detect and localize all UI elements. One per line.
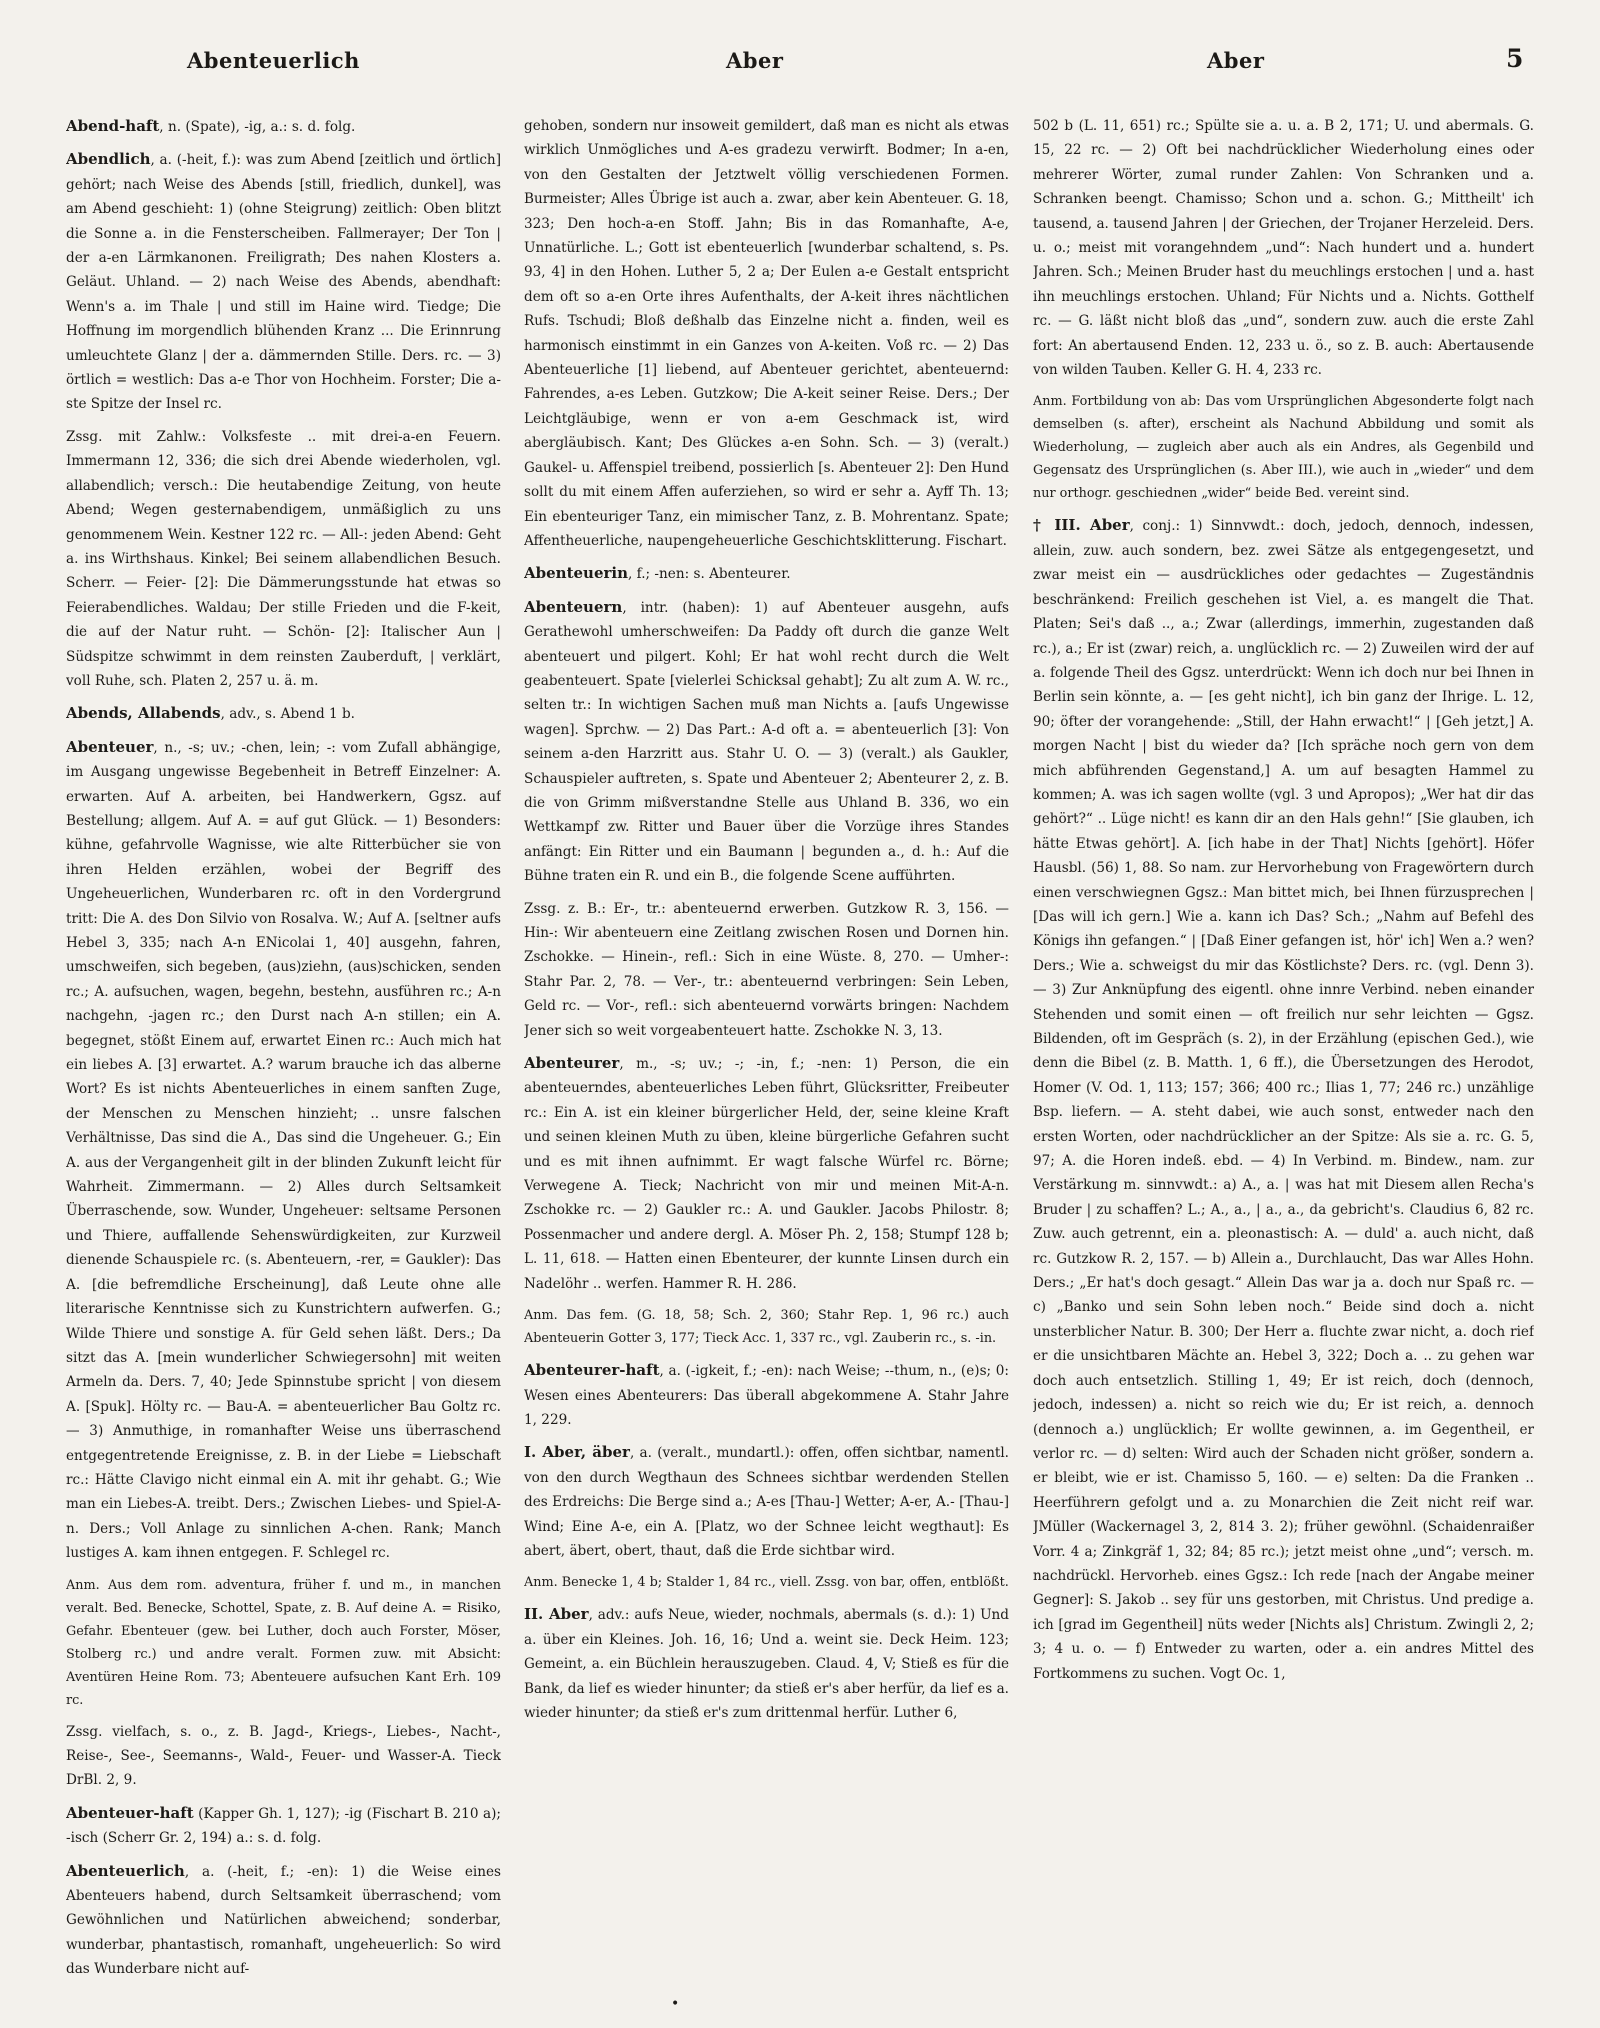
entry-text: , a. (-igkeit, f.; -en): nach Weise; --thum, n., (e)s; 0: Wesen eines Abenteurers: Das überall abgekommene A. Stahr Jahre 1, 229. (524, 1363, 1009, 1428)
entry-text: (Kapper Gh. 1, 127); -ig (Fischart B. 210 a); -isch (Scherr Gr. 2, 194) a.: s. d. folg. (66, 1805, 501, 1847)
entry-text: , intr. (haben): 1) auf Abenteuer ausgehn, aufs Gerathewohl umherschweifen: Da Paddy oft durch die ganze Welt abenteuert und pilgert. Kohl; Er hat wohl recht durch die Welt geabenteuert. Spate [vielerlei Schicksal gehabt]; Zu alt zum A. W. rc., selten tr.: In wichtigen Sachen muß man Nichts a. [aufs Ungewisse wagen]. Sprchw. — 2) Das Part.: A-d oft a. = abenteuerlich [3]: Von seinem a-den Harzritt aus. Stahr U. O. — 3) (veralt.) als Gaukler, Schauspieler auftreten, s. Spate und Abenteuer 2; Abenteurer 2, z. B. die von Grimm mißverstandne Stelle aus Uhland B. 336, wo ein Wettkampf zw. Ritter und Bauer über die Vorzüge ihres Standes anfängt: Ein Ritter und ein Baumann | begunden a., d. h.: Auf die Bühne traten ein R. und ein B., die folgende Scene aufführten. (524, 599, 1009, 885)
dictionary-entry (66, 147, 501, 416)
dictionary-entry (524, 1358, 1009, 1432)
entry-headword: I. Aber, äber (524, 1443, 630, 1462)
entry-text: Anm. Fortbildung von ab: Das vom Ursprünglichen Abgesonderte folgt nach demselben (s. after), erscheint als Nachund Abbildung und somit als Wiederholung, — zugleich aber auch als ein Andres, als Gegenbild und Gegensatz des Ursprünglichen (s. Aber III.), wie auch in „wieder“ und dem nur orthogr. geschiednen „wider“ beide Bed. vereint sind. (1033, 394, 1534, 502)
column-1 (66, 114, 501, 1999)
entry-headword: Abenteuern (524, 597, 623, 616)
entry-text: gehoben, sondern nur insoweit gemildert, daß man es nicht als etwas wirklich Unmögliches und A-es gradezu verwirft. Bodmer; In a-en, von den Gestalten der Jetztwelt völlig verschiedenen Formen. Burmeister; Alles Übrige ist auch a. zwar, aber kein Abenteuer. G. 18, 323; Den hoch-a-en Stoff. Jahn; Bis in das Romanhafte, A-e, Unnatürliche. L.; Gott ist ebenteuerlich [wunderbar schaltend, s. Ps. 93, 4] in den Hohen. Luther 5, 2 a; Der Eulen a-e Gestalt entspricht dem oft so a-en Orte ihres Aufenthalts, der A-keit ihres nächtlichen Rufs. Tschudi; Bloß deßhalb das Einzelne nicht a. finden, weil es harmonisch einstimmt in ein Ganzes von A-keiten. Voß rc. — 2) Das Abenteuerliche [1] liebend, auf Abenteuer gerichtet, abenteuernd: Fahrendes, a-es Leben. Gutzkow; Die A-keit seiner Reise. Ders.; Der Leichtgläubige, wenn er von a-em Geschmack ist, wird abergläubisch. Kant; Des Glückes a-en Sohn. Sch. — 3) (veralt.) Gaukel- u. Affenspiel treibend, possierlich [s. Abenteuer 2]: Den Hund sollt du mit einem Affen auferziehen, so wird er sehr a. Ayff Th. 13; Ein ebenteuriger Tanz, ein mimischer Tanz, z. B. Mohrentanz. Spate; Affentheuerliche, naupengeheuerliche Geschichtsklitterung. Fischart. (524, 118, 1009, 549)
entry-text: Anm. Das fem. (G. 18, 58; Sch. 2, 360; Stahr Rep. 1, 96 rc.) auch Abenteuerin Gotter 3, 177; Tieck Acc. 1, 337 rc., vgl. Zauberin rc., s. -in. (524, 1308, 1009, 1347)
entry-headword: Abenteuerlich (66, 1861, 185, 1880)
column-2 (524, 114, 1009, 1999)
dictionary-entry (524, 1051, 1009, 1296)
entry-text: Zssg. z. B.: Er-, tr.: abenteuernd erwerben. Gutzkow R. 3, 156. — Hin-: Wir abenteuern eine Zeitlang zwischen Rosen und Dornen hin. Zschokke. — Hinein-, refl.: Sich in eine Wüste. 8, 270. — Umher-: Stahr Par. 2, 78. — Ver-, tr.: abenteuernd verbringen: Sein Leben, Geld rc. — Vor-, refl.: sich abenteuernd vorwärts bringen: Nachdem Jener sich so weit vorgeabenteuert hatte. Zschokke N. 3, 13. (524, 900, 1009, 1039)
dictionary-entry (1033, 114, 1534, 382)
entry-text: , adv., s. Abend 1 b. (220, 706, 356, 723)
dictionary-entry (66, 425, 501, 693)
dictionary-entry (524, 897, 1009, 1043)
dictionary-entry (66, 114, 501, 139)
entry-headword: Abends, Allabends (66, 704, 221, 723)
entry-headword: Abenteurer-haft (524, 1361, 660, 1380)
entry-text: , adv.: aufs Neue, wieder, nochmals, abermals (s. d.): 1) Und a. über ein Kleines. Joh. 16, 16; Und a. weint sie. Deck Heim. 123; Gemeint, a. ein Büchlein herauszugeben. Claud. 4, V; Stieß es für die Bank, da lief es wieder hinunter; da stieß er's aber herfür, da lief es a. wieder hinunter; da stieß er's zum drittenmal herfür. Luther 6, (524, 1607, 1009, 1721)
dictionary-entry (524, 1304, 1009, 1350)
header-left: Abenteuerlich (187, 48, 360, 73)
entry-headword: Abend-haft (66, 117, 160, 135)
entry-headword: Abendlich (66, 150, 151, 169)
dictionary-entry (1033, 390, 1534, 505)
entry-text: , a. (veralt., mundartl.): offen, offen sichtbar, namentl. von den durch Wegthaun des Schnees sichtbar werdenden Stellen des Erdreichs: Die Berge sind a.; A-es [Thau-] Wetter; A-er, A.- [Thau-] Wind; Eine A-e, ein A. [Platz, wo der Schnee leicht wegthaut]: Es abert, äbert, obert, thaut, daß die Erde sichtbar wird. (524, 1445, 1009, 1559)
entry-text: , n. (Spate), -ig, a.: s. d. folg. (159, 119, 356, 135)
entry-headword: II. Aber (524, 1605, 589, 1624)
dictionary-entry (66, 735, 501, 1566)
dictionary-entry (66, 1859, 501, 1982)
entry-text: Zssg. vielfach, s. o., z. B. Jagd-, Kriegs-, Liebes-, Nacht-, Reise-, See-, Seemanns-, Wald-, Feuer- und Wasser-A. Tieck DrBl. 2, 9. (66, 1723, 501, 1789)
dictionary-entry (66, 701, 501, 726)
entry-text: , conj.: 1) Sinnvwdt.: doch, jedoch, dennoch, indessen, allein, zuw. auch sondern, bez. zwei Sätze als entgegengesetzt, und zwar meist ein — ausdrückliches oder gedachtes — Zugeständnis beschränkend: Freilich geschehen ist Viel, a. es mangelt die That. Platen; Sei's daß .., a.; Zwar (allerdings, immerhin, zugestanden daß rc.), a.; Er ist (zwar) reich, a. unglücklich rc. — 2) Zuweilen wird der auf a. folgende Theil des Ggsz. unterdrückt: Wenn ich doch nur bei Ihnen in Berlin sein könnte, a. — [es geht nicht], ich bin ganz der Ihrige. L. 12, 90; öfter der vorangehende: „Still, der Hahn erwacht!“ | [Geh jetzt,] A. morgen Nacht | bist du wieder da? [Ich spräche noch gern von dem mich abführenden Gegenstand,] A. um auf besagten Hammel zu kommen; A. was ich sagen wollte (vgl. 3 und Apropos); „Wer hat dir das gehört?“ .. Lüge nicht! es kann dir an den Hals gehn!“ [Sie glauben, ich hätte Etwas gehört]. A. [ich habe in der That] Nichts [gehört]. Höfer Hausbl. (56) 1, 88. So nam. zur Hervorhebung von Fragewörtern durch einen verschwiegnen Ggsz.: Man bittet mich, bei Ihnen fürzusprechen | [Das will ich gern.] Wie a. kann ich Das? Sch.; „Nahm auf Befehl des Königs ihn gefangen.“ | [Daß Einer gefangen ist, hör' ich] Wen a.? wen? Ders.; Wie a. schweigst du mir das Köstlichste? Ders. rc. (vgl. Denn 3). — 3) Zur Anknüpfung des eigentl. ohne innre Verbind. neben einander Stehenden und somit einen — oft freilich nur sehr leichten — Ggsz. Bildenden, oft im Gespräch (s. 2), in der Erzählung (epischen Ged.), wie denn die Bibel (z. B. Matth. 1, 6 ff.), die Übersetzungen des Herodot, Homer (V. Od. 1, 113; 157; 366; 400 rc.; Ilias 1, 77; 246 rc.) unzählige Bsp. liefern. — A. steht dabei, wie auch sonst, entweder nach den ersten Worten, oder nachdrücklicher an der Spitze: Als sie a. rc. G. 5, 97; A. die Horen indeß. ebd. — 4) In Verbind. m. Bindew., nam. zur Verstärkung m. sinnvwdt.: a) A., a. | was hat mit Diesem allen Recha's Bruder | zu schaffen? L.; A., a., | a., a., da gebricht's. Claudius 6, 82 rc. Zuw. auch getrennt, ein a. pleonastisch: A. — duld' a. auch nicht, daß rc. Gutzkow R. 2, 157. — b) Allein a., Durchlaucht, Das war Alles Hohn. Ders.; „Er hat's doch gesagt.“ Allein Das war ja a. doch nur Spaß rc. — c) „Banko und sein Sohn leben noch.“ Beide sind doch a. nicht unsterblicher Natur. B. 300; Der Herr a. fluchte zwar nicht, a. doch rief er die unsichtbaren Mächte an. Hebel 3, 322; Doch a. .. zu gehen war doch auch entsetzlich. Stilling 1, 49; Er ist reich, doch (dennoch, jedoch, indessen) a. nicht so reich wie du; Er ist reich, a. dennoch (dennoch a.) unglücklich; Er wollte gewinnen, a. im Gegentheil, er verlor rc. — d) selten: Wird auch der Schaden nicht größer, sondern a. er bleibt, wie er ist. Chamisso 5, 160. — e) selten: Da die Franken .. Heerführern gefolgt und a. zu Monarchien die Zeit nicht reif war. JMüller (Wackernagel 3, 2, 814 3. 2); früher gewöhnl. (Schaidenraißer Vorr. 4 a; Zinkgräf 1, 32; 84; 85 rc.); jetzt meist ohne „und“; versch. m. nachdrückl. Hervorheb. eines Ggsz.: Ich rede [nach der Angabe meiner Gegner]: S. Jakob .. sey für uns gestorben, mit Christus. Und predige a. ich [grad im Gegentheil] nüts weder [Nichts als] Christum. Zwingli 2, 2; 3; 4 u. o. — f) Entweder zu warten, oder a. ein andres Mittel des Fortkommens zu suchen. Vogt Oc. 1, (1033, 518, 1534, 1682)
entry-headword: Abenteuer (66, 737, 154, 756)
page-number: 5 (1506, 44, 1524, 73)
entry-text: , a. (-heit, f.): was zum Abend [zeitlich und örtlich] gehört; nach Weise des Abends [still, friedlich, dunkel], was am Abend geschieht: 1) (ohne Steigrung) zeitlich: Oben blitzt die Sonne a. in die Fensterscheiben. Fallmerayer; Der Ton | der a-en Lärmkanonen. Freiligrath; Des nahen Klosters a. Geläut. Uhland. — 2) nach Weise des Abends, abendhaft: Wenn's a. im Thale | und still im Haine wird. Tiedge; Die Hoffnung im morgendlich blühenden Kranz ... Die Erinnrung umleuchtete Glanz | der a. dämmernden Stille. Ders. rc. — 3) örtlich = westlich: Das a-e Thor von Hochheim. Forster; Die a-ste Spitze der Insel rc. (66, 152, 501, 413)
entry-headword: Abenteuer-haft (66, 1803, 194, 1822)
entry-text: , a. (-heit, f.; -en): 1) die Weise eines Abenteuers habend, durch Seltsamkeit überraschend; vom Gewöhnlichen und Natürlichen abweichend; sonderbar, wunderbar, phantastisch, romanhaft, ungeheuerlich: So wird das Wunderbare nicht auf- (66, 1863, 501, 1978)
entry-text: Anm. Aus dem rom. adventura, früher f. und m., in manchen veralt. Bed. Benecke, Schottel, Spate, z. B. Auf deine A. = Risiko, Gefahr. Ebenteuer (gew. bei Luther, doch auch Forster, Möser, Stolberg rc.) und andre veralt. Formen zuw. mit Absicht: Aventüren Heine Rom. 73; Abenteuere aufsuchen Kant Erh. 109 rc. (66, 1577, 501, 1708)
page-dot: • (671, 1996, 680, 2012)
entry-headword: Abenteuerin (524, 564, 629, 583)
dictionary-entry (524, 595, 1009, 889)
dictionary-entry (524, 1602, 1009, 1725)
dictionary-entry (524, 1571, 1009, 1594)
column-3 (1033, 114, 1534, 1999)
header-center: Aber (726, 48, 784, 73)
entry-text: Zssg. mit Zahlw.: Volksfeste .. mit drei-a-en Feuern. Immermann 12, 336; die sich drei Abende wiederholen, vgl. allabendlich; versch.: Die heutabendige Zeitung, von heute Abend; Wegen gesternabendigem, unmäßiglich zu uns genommenem Wein. Kestner 122 rc. — All-: jeden Abend: Geht a. ins Wirthshaus. Kinkel; Bei seinem allabendlichen Besuch. Scherr. — Feier- [2]: Die Dämmerungsstunde hat etwas so Feierabendliches. Waldau; Der stille Frieden und die F-keit, die auf der Natur ruht. — Schön- [2]: Italischer Aun | Südspitze schwimmt in dem reinsten Zauberduft, | verklärt, voll Ruhe, sch. Platen 2, 257 u. ä. m. (66, 428, 501, 689)
entry-text: , m., -s; uv.; -; -in, f.; -nen: 1) Person, die ein abenteuerndes, abenteuerliches Leben führt, Glücksritter, Freibeuter rc.: Ein A. ist ein kleiner bürgerlicher Held, der, seine kleine Kraft und seinen kleinen Muth zu üben, kleine bürgerliche Gefahren sucht und es mit ihnen aufnimmt. Er wagt falsche Würfel rc. Börne; Verwegene A. Tieck; Nachricht von mir und meinen Mit-A-n. Zschokke rc. — 2) Gaukler rc.: A. und Gaukler. Jacobs Philostr. 8; Possenmacher und andere dergl. A. Möser Ph. 2, 158; Stumpf 128 b; L. 11, 618. — Hatten einen Ebenteurer, der kunnte Linsen durch ein Nadelöhr .. werfen. Hammer R. H. 286. (524, 1056, 1009, 1292)
entry-text: Anm. Benecke 1, 4 b; Stalder 1, 84 rc., viell. Zssg. von bar, offen, entblößt. (524, 1575, 1009, 1591)
entry-headword: Abenteurer (524, 1054, 620, 1073)
entry-text: , f.; -nen: s. Abenteurer. (628, 566, 791, 583)
dictionary-entry (524, 114, 1009, 553)
header-right: Aber (1207, 48, 1265, 73)
dictionary-entry (66, 1720, 501, 1793)
entry-text: 502 b (L. 11, 651) rc.; Spülte sie a. u. a. B 2, 171; U. und abermals. G. 15, 22 rc. — 2) Oft bei nachdrücklicher Wiederholung eines oder mehrerer Wörter, zumal runder Zahlen: Von Schranken und a. Schranken beengt. Chamisso; Schon und a. schon. G.; Mittheilt' ich tausend, a. tausend Jahren | der Griechen, der Trojaner Herzeleid. Ders. u. o.; meist mit vorangehndem „und“: Nach hundert und a. hundert Jahren. Sch.; Meinen Bruder hast du meuchlings erstochen | und a. hast ihn meuchlings erstochen. Uhland; Für Nichts und a. Nichts. Gotthelf rc. — G. läßt nicht bloß das „und“, sondern zuw. auch die erste Zahl fort: An abertausend Enden. 12, 233 u. ö., so z. B. auch: Abertausende von wilden Tauben. Keller G. H. 4, 233 rc. (1033, 118, 1534, 379)
dictionary-entry (1033, 513, 1534, 1686)
dictionary-entry (66, 1801, 501, 1851)
entry-headword: † III. Aber (1033, 516, 1130, 535)
entry-text: , n., -s; uv.; -chen, lein; -: vom Zufall abhängige, im Ausgang ungewisse Begebenheit in Betreff Einzelner: A. erwarten. Auf A. arbeiten, bei Handwerkern, Ggsz. auf Bestellung; allgem. Auf A. = auf gut Glück. — 1) Besonders: kühne, gefahrvolle Wagnisse, wie alte Ritterbücher sie von ihren Helden erzählen, wobei der Begriff des Ungeheuerlichen, Wunderbaren rc. oft in den Vordergrund tritt: Die A. des Don Silvio von Rosalva. W.; Auf A. [seltner aufs Hebel 3, 335; nach A-n ENicolai 1, 40] ausgehn, fahren, umschweifen, sich begeben, (aus)ziehn, (aus)schicken, senden rc.; A. aufsuchen, wagen, begehn, bestehn, ausführen rc.; A-n nachgehn, -jagen rc.; den Durst nach A-n stillen; ein A. begegnet, stößt Einem auf, erwartet Einen rc.: Auch mich hat ein liebes A. [3] erwartet. A.? warum brauche ich das alberne Wort? Es ist nichts Abenteuerliches in einem sanften Zuge, der Menschen zu Menschen hinzieht; .. unsre falschen Verhältnisse, Das sind die A., Das sind die Ungeheuer. G.; Ein A. aus der Vergangenheit gilt in der blinden Zukunft leicht für Wahrheit. Zimmermann. — 2) Alles durch Seltsamkeit Überraschende, sow. Wunder, Ungeheuer: seltsame Personen und Thiere, auffallende Sehenswürdigkeiten, zur Kurzweil dienende Schauspiele rc. (s. Abenteuern, -rer, = Gaukler): Das A. [die befremdliche Erscheinung], daß Leute ohne alle literarische Kenntnisse sich zu Kunstrichtern aufwerfen. G.; Wilde Thiere und sonstige A. für Geld sehen läßt. Ders.; Da sitzt das A. [mein wunderlicher Schwiegersohn] mit weiten Armeln da. Ders. 7, 40; Jede Spinnstube spricht | von diesem A. [Spuk]. Hölty rc. — Bau-A. = abenteuerlicher Bau Goltz rc. — 3) Anmuthige, in romanhafter Weise uns überraschend entgegentretende Ereignisse, z. B. in der Liebe = Liebschaft rc.: Hätte Clavigo nicht einmal ein A. mit ihr gehabt. G.; Wie man ein Liebes-A. treibt. Ders.; Zwischen Liebes- und Spiel-A-n. Ders.; Voll Anlage zu sinnlichen A-chen. Rank; Manch lustiges A. kam ihnen entgegen. F. Schlegel rc. (66, 739, 501, 1562)
dictionary-entry (66, 1574, 501, 1712)
dictionary-entry (524, 561, 1009, 586)
dictionary-entry (524, 1440, 1009, 1563)
running-header (0, 44, 1600, 88)
